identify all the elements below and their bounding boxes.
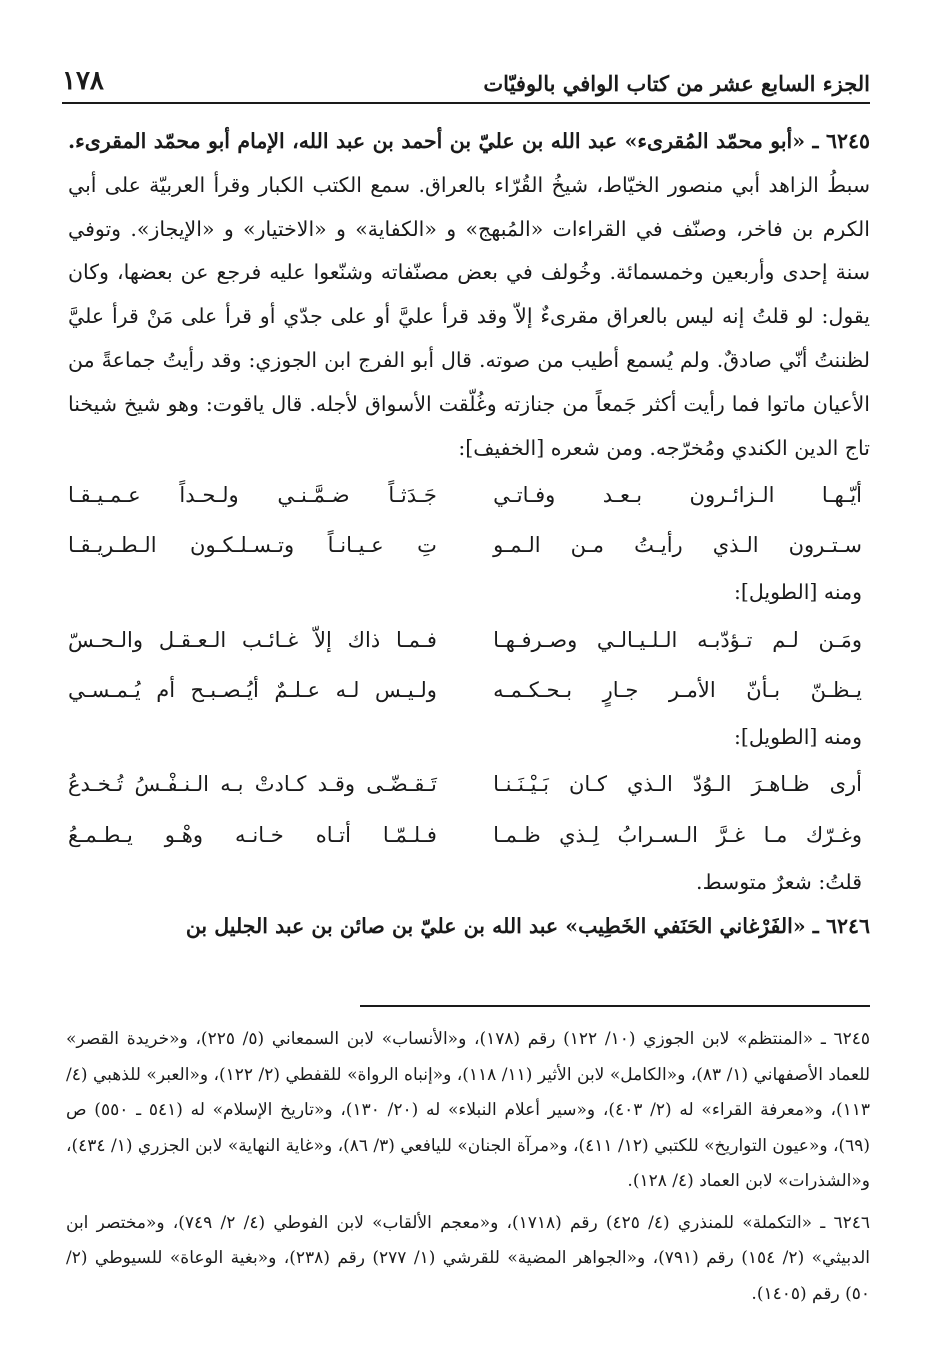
- entry-6246: [68, 905, 870, 949]
- verse-first-hemistich: سـتـرون الـذي رأيـتُ مـن الـمـو: [493, 533, 862, 558]
- footnotes: [66, 1022, 870, 1318]
- verse-second-hemistich: جَـدَثـاً ضـمَّـنـي ولـحـداً عـمـيـقـا: [68, 482, 437, 507]
- verse-second-hemistich: فـلـمّـا أتـاه خـانـه وهْـو يـطـمـعُ: [68, 822, 437, 847]
- verse-second-hemistich: فـمـا ذاك إلاّ غـائـب الـعـقـل والـحـسّ: [68, 627, 437, 652]
- footnote: [66, 1206, 870, 1313]
- entry-6245-heading: ٦٢٤٥ ـ «أبو محمّد المُقرىء» عبد الله بن عليّ بن أحمد بن عبد الله، الإمام أبو محمّد المقرىء.: [68, 129, 870, 153]
- verse-second-hemistich: تِ عـيـانـاً وتـسـلـكـون الـطـريـقـا: [68, 533, 437, 558]
- verse-line: [68, 810, 870, 861]
- verse-second-hemistich: ولـيـس لـه عـلـمٌ أيُـصـبـح أم يُـمـسـي: [68, 678, 437, 703]
- meter-label: ومنه [الطويل]:: [733, 580, 862, 605]
- verse-first-hemistich: أرى ظـاهـرَ الـوُدّ الـذي كـان بَـيْـنَـنـا: [493, 772, 862, 797]
- verse-line: [68, 760, 870, 811]
- verse-second-hemistich: تَـقـضّـى وقـد كـادتْ بـه الـنـفْـسُ تُـخـدعُ: [68, 772, 437, 797]
- verse-first-hemistich: ومَـن لـم تـؤدّبـه الـلـيـالـي وصـرفـهـا: [493, 627, 862, 652]
- verse-line: [68, 470, 870, 521]
- poem-1: [68, 470, 870, 571]
- poem-3: [68, 760, 870, 861]
- running-header: [62, 52, 870, 104]
- editor-note: قلتُ: شعرٌ متوسط.: [696, 869, 862, 894]
- verse-line: [68, 666, 870, 717]
- footnote: [66, 1022, 870, 1200]
- entry-6245: [68, 120, 870, 470]
- page-number: ١٧٨: [62, 66, 104, 96]
- verse-line: [68, 521, 870, 572]
- verse-first-hemistich: يـظـنّ بـأنّ الأمـر جـارٍ بـحـكـمـه: [493, 678, 862, 703]
- footnote-text: «التكملة» للمنذري (٤/ ٤٢٥) رقم (١٧١٨)، و«معجم الألقاب» لابن الفوطي (٤/ ٢/ ٧٤٩)، و«مختصر ابن الدبيثي» (٢/ ١٥٤) رقم (٧٩١)، و«الجواهر المضية» للقرشي (١/ ٢٧٧) رقم (٢٣٨)، و«بغية الوعاة» للسيوطي (٢/ ٥٠) رقم (١٤٠٥).: [66, 1212, 870, 1304]
- poem-2: [68, 615, 870, 716]
- main-text: [68, 120, 870, 949]
- verse-first-hemistich: أيّـهـا الـزائـرون بـعـد وفـاتـي: [493, 482, 862, 507]
- verse-first-hemistich: وغـرّك مـا غـرَّ الـسـرابُ لِـذي ظـمـا: [493, 822, 862, 847]
- entry-6246-heading: ٦٢٤٦ ـ «الفَرْغاني الحَنَفي الخَطِيب» عبد الله بن عليّ بن صائن بن عبد الجليل بن: [185, 913, 870, 938]
- footnote-number: ٦٢٤٦ ـ: [820, 1212, 871, 1233]
- entry-6245-body: سبطُ الزاهد أبي منصور الخيّاط، شيخُ القُرّاء بالعراق. سمع الكتب الكبار وقرأ العربيّة على أبي الكرم بن فاخر، وصنّف في القراءات «المُبهج» و «الكفاية» و «الاختيار» و «الإيجاز». وتوفي سنة إحدى وأربعين وخمسمائة. وخُولف في بعض مصنّفاته وشنّعوا عليه فرجع عن بعضها، وكان يقول: لو قلتُ إنه ليس بالعراق مقرىءٌ إلاّ وقد قرأ عليَّ أو على جدّي أو قرأ على مَنْ قرأ عليَّ لظننتُ أنّي صادقٌ. ولم يُسمع أطيب من صوته. قال أبو الفرج ابن الجوزي: وقد رأيتُ جماعةً من الأعيان ماتوا فما رأيت أكثر جَمعاً من جنازته وغُلّقت الأسواق لأجله. قال ياقوت: وهو شيخ شيخنا تاج الدين الكندي ومُخرّجه. ومن شعره [الخفيف]:: [68, 172, 870, 460]
- verse-line: [68, 615, 870, 666]
- running-title: الجزء السابع عشر من كتاب الوافي بالوفيّات: [483, 71, 870, 96]
- footnote-separator: [360, 1005, 870, 1007]
- meter-label: ومنه [الطويل]:: [733, 725, 862, 750]
- footnote-number: ٦٢٤٥ ـ: [820, 1029, 871, 1049]
- footnote-text: «المنتظم» لابن الجوزي (١٠/ ١٢٢) رقم (١٧٨)، و«الأنساب» لابن السمعاني (٥/ ٢٢٥)، و«خريدة القصر» للعماد الأصفهاني (١/ ٨٣)، و«الكامل» لابن الأثير (١١/ ١١٨)، و«إنباه الرواة» للقفطي (٢/ ١٢٢)، و«العبر» للذهبي (٤/ ١١٣)، و«معرفة القراء» له (٢/ ٤٠٣)، و«سير أعلام النبلاء» له (٢٠/ ١٣٠)، و«تاريخ الإسلام» له (٥٤١ ـ ٥٥٠) ص (٦٩)، و«عيون التواريخ» للكتبي (١٢/ ٤١١)، و«مرآة الجنان» لليافعي (٣/ ٨٦)، و«غاية النهاية» لابن الجزري (١/ ٤٣٤)، و«الشذرات» لابن العماد (٤/ ١٢٨).: [66, 1029, 871, 1191]
